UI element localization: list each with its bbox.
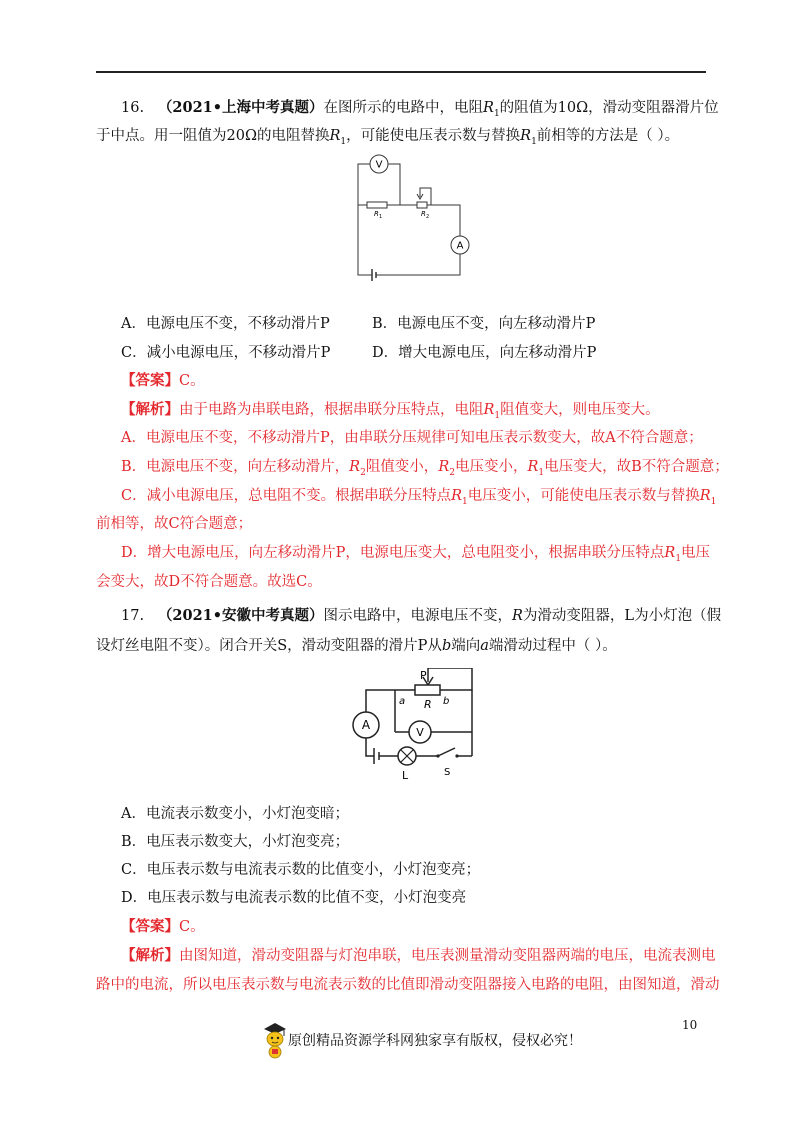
svg-text:2: 2: [426, 214, 430, 220]
q16-analysis-a: A．电源电压不变，不移动滑片P，由串联分压规律可知电压表示数变大，故A不符合题意；: [121, 430, 703, 446]
q17-stem-line2: 设灯丝电阻不变）。闭合开关S，滑动变阻器的滑片P从b端向a端滑动过程中（ ）。: [96, 638, 617, 654]
q17-slider-label: P: [420, 669, 427, 682]
q16-stem-line1: 16. （2021•上海中考真题）在图所示的电路中，电阻$R_1$的阻值为10Ω，滑动变阻器滑片位: [121, 99, 719, 119]
q16-voltmeter-label: V: [375, 159, 383, 171]
q16-circuit-diagram: [350, 150, 474, 282]
q16-analysis: 【解析】由于电路为串联电路，根据串联分压特点，电阻$R_1$阻值变大，则电压变大。: [121, 401, 660, 421]
q17-option-d: D．电压表示数与电流表示数的比值不变，小灯泡变亮: [121, 890, 467, 906]
q16-analysis-c: C．减小电源电压，总电阻不变。根据串联分压特点$R_1$电压变小，可能使电压表示数与替换$R_1$: [121, 488, 717, 507]
q17-rheostat-label: R: [424, 698, 432, 711]
q16-analysis-d: D．增大电源电压，向左移动滑片P，电源电压变大，总电阻变小，根据串联分压特点$R_1$电压: [121, 545, 711, 564]
q17-stem-line1: 17. （2021•安徽中考真题）图示电路中，电源电压不变，R为滑动变阻器，L为小灯泡（假: [121, 607, 722, 624]
q16-r2-label: R: [421, 210, 426, 218]
header-rule: [96, 71, 706, 73]
q16-option-a: A．电源电压不变，不移动滑片P: [121, 316, 330, 332]
q16-analysis-c-cont: 前相等，故C符合题意；: [96, 516, 253, 532]
mascot-icon: [262, 1020, 288, 1060]
q17-option-a: A．电流表示数变小，小灯泡变暗；: [121, 806, 349, 822]
q17-analysis: 【解析】由图知道，滑动变阻器与灯泡串联，电压表测量滑动变阻器两端的电压，电流表测电: [121, 947, 716, 964]
q16-option-c: C．减小电源电压，不移动滑片P: [121, 345, 331, 361]
q16-source: （2021•上海中考真题）: [157, 99, 324, 116]
q16-stem-line2: 于中点。用一阻值为20Ω的电阻替换$R_1$，可能使电压表示数与替换$R_1$前相等的方法是（ ）。: [96, 128, 680, 147]
q17-answer: 【答案】C。: [121, 918, 205, 935]
q17-option-c: C．电压表示数与电流表示数的比值变小，小灯泡变亮；: [121, 862, 481, 878]
q16-analysis-d-cont: 会变大，故D不符合题意。故选C。: [96, 574, 322, 590]
q16-ammeter-label: A: [456, 240, 464, 252]
q17-ammeter-label: A: [361, 718, 371, 732]
svg-text:1: 1: [379, 214, 383, 220]
q16-r1-label: R: [374, 210, 379, 218]
q16-analysis-b: B．电源电压不变，向左移动滑片，$R_2$阻值变小，$R_2$电压变小，$R_1$电压变大，故B不符合题意；: [121, 459, 729, 478]
q17-option-b: B．电压表示数变大，小灯泡变亮；: [121, 834, 350, 850]
q17-switch-label: S: [444, 767, 451, 778]
page-number: 10: [682, 1018, 698, 1032]
q17-voltmeter-label: V: [416, 726, 424, 739]
q17-end-b-label: b: [443, 696, 450, 707]
q17-end-a-label: a: [399, 696, 406, 707]
q17-circuit-diagram: [340, 668, 480, 780]
q17-analysis-cont: 路中的电流，所以电压表示数与电流表示数的比值即滑动变阻器接入电路的电阻，由图知道，滑动: [96, 977, 720, 993]
q16-option-b: B．电源电压不变，向左移动滑片P: [372, 316, 596, 332]
q17-source: （2021•安徽中考真题）: [157, 607, 324, 624]
copyright-notice: 原创精品资源学科网独家享有版权，侵权必究！: [288, 1033, 582, 1049]
q16-option-d: D．增大电源电压，向左移动滑片P: [372, 345, 597, 361]
q16-answer: 【答案】C。: [121, 372, 205, 389]
q17-lamp-label: L: [402, 769, 409, 780]
